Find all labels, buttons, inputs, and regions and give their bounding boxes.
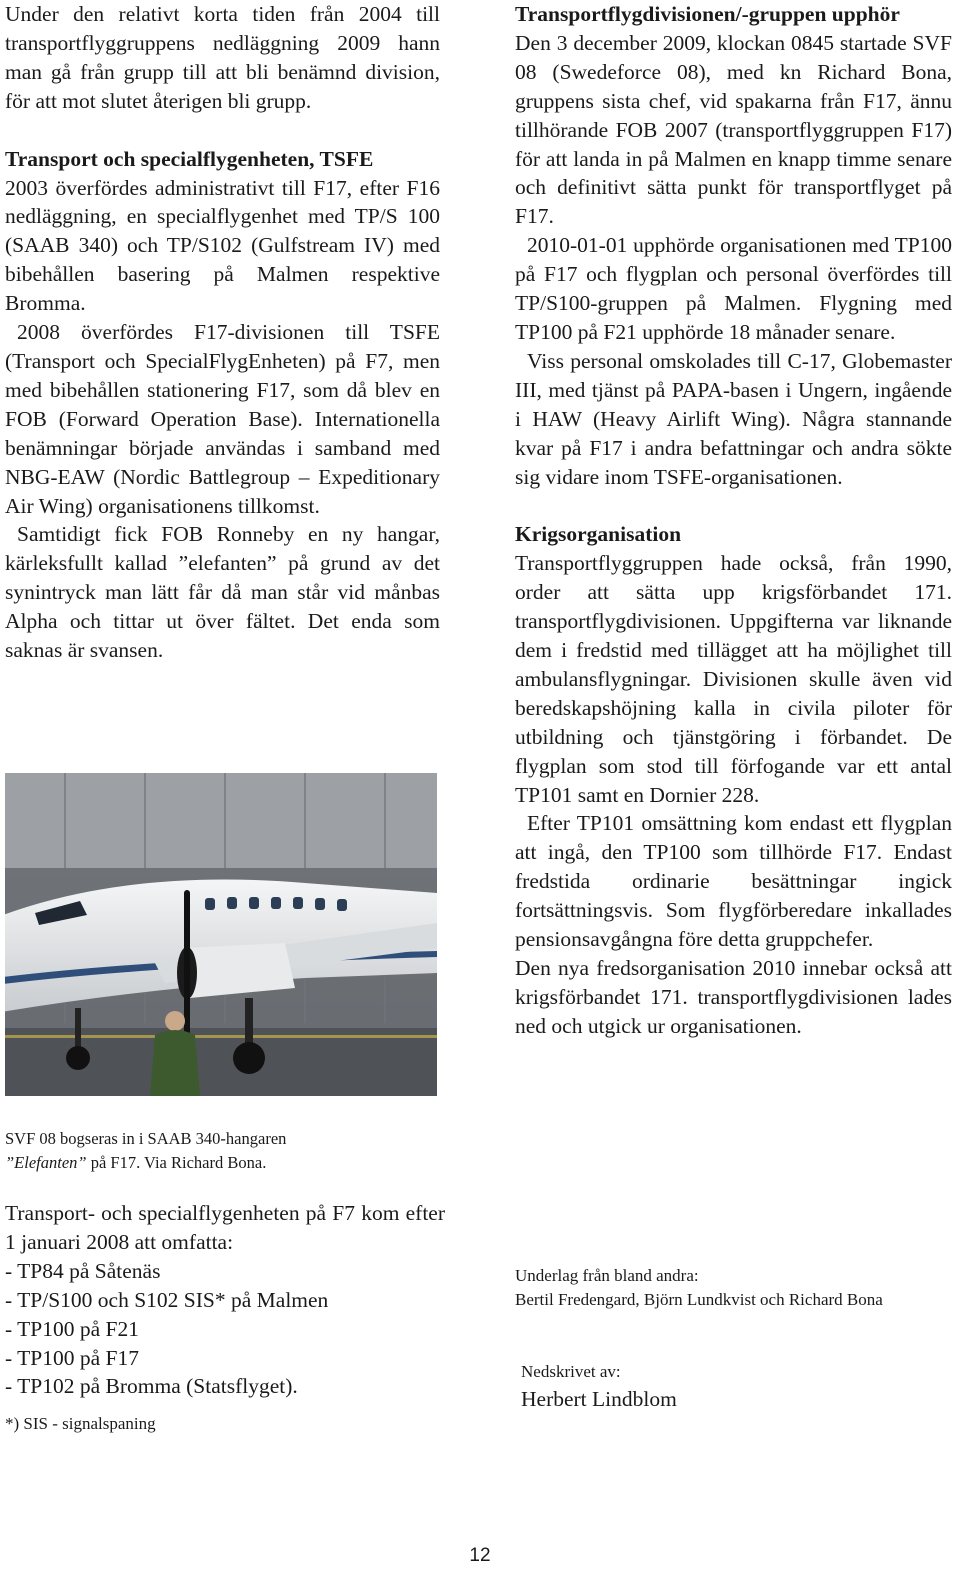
photo-caption — [5, 1127, 440, 1175]
tp101-paragraph: Efter TP101 omsättning kom endast ett flygplan att ingå, den TP100 som tillhörde F17. Endast fredstida ordinarie besättningar ingick fortsättningsvis. Som flygförberedare inkallades pensionsavgångna före detta gruppchefer. — [515, 811, 952, 952]
aircraft-photo — [5, 773, 437, 1096]
list-item: - TP102 på Bromma (Statsflyget). — [5, 1374, 298, 1399]
page-number: 12 — [469, 1545, 491, 1566]
tsfe-paragraph — [5, 145, 440, 318]
tsfe-units-list — [5, 1199, 445, 1401]
caption-line-2: på F17. Via Richard Bona. — [86, 1153, 267, 1172]
left-column — [5, 0, 440, 665]
list-item: - TP84 på Såtenäs — [5, 1258, 161, 1283]
list-intro: Transport- och specialflygenheten på F7 kom efter 1 januari 2008 att omfatta: — [5, 1201, 445, 1254]
saab-340-hangar-image — [5, 773, 437, 1096]
byline — [521, 1360, 951, 1414]
author-name: Herbert Lindblom — [521, 1387, 677, 1411]
footnote: *) SIS - signalspaning — [5, 1414, 156, 1433]
byline-label: Nedskrivet av: — [521, 1362, 621, 1381]
personnel-paragraph: Viss personal omskolades till C-17, Globemaster III, med tjänst på PAPA-basen i Ungern, ingående i HAW (Heavy Airlift Wing). Några stannande kvar på F17 i andra befattningar och andra sökte sig vidare inom TSFE-organisationen. — [515, 348, 952, 489]
transfer-2008-paragraph: 2008 överfördes F17-divisionen till TSFE (Transport och SpecialFlygEnheten) på F7, men med bibehållen stationering F17, som då blev en FOB (Forward Operation Base). Internationella benämningar började användas i samband med NBG-EAW (Nordic Battlegroup – Expeditionary Air Wing) organisationens tillkomst. — [5, 320, 440, 518]
tsfe-text: 2003 överfördes administrativt till F17, efter F16 nedläggning, en specialflygenhet med TP/S 100 (SAAB 340) och TP/S102 (Gulfstream IV) med bibehållen basering på Malmen respektive Bromma. — [5, 175, 440, 316]
list-item: - TP100 på F21 — [5, 1316, 139, 1341]
war-org-paragraph: Transportflyggruppen hade också, från 1990, order att sätta upp krigsförbandet 171. transportflygdivisionen. Uppgifterna var liknande dem i fredstid med tillägget att ha möjlighet till ambulansflygningar. Divisionen skulle även vid beredskapshöjning kalla in civila piloter för utbildning och tjänstgöring i förbandet. De flygplan som stod till förfogande var ett antal TP101 samt en Dornier 228. — [515, 551, 952, 807]
tsfe-heading: Transport och specialflygenheten, TSFE — [5, 146, 374, 171]
intro-paragraph: Under den relativt korta tiden från 2004 till transportflyggruppens nedläggning 2009 hann man gå från grupp till att bli benämnd division, för att mot slutet återigen bli grupp. — [5, 2, 440, 113]
sources-names: Bertil Fredengard, Björn Lundkvist och Richard Bona — [515, 1290, 883, 1309]
caption-hangar-name: ”Elefanten” — [5, 1153, 87, 1172]
caption-line-1: SVF 08 bogseras in i SAAB 340-hangaren — [5, 1129, 287, 1148]
list-item: - TP/S100 och S102 SIS* på Malmen — [5, 1287, 329, 1312]
sources-label: Underlag från bland andra: — [515, 1266, 699, 1285]
svf08-paragraph: Den 3 december 2009, klockan 0845 startade SVF 08 (Swedeforce 08), med kn Richard Bona, gruppens sista chef, vid spakarna från F17, ännu tillhörande FOB 2007 (transportflyggruppen F17) för att landa in på Malmen en knapp timme senare och definitivt sätta punkt för transportflyget på F17. — [515, 30, 952, 229]
right-column — [515, 0, 952, 1041]
closure-paragraph: Den nya fredsorganisation 2010 innebar också att krigsförbandet 171. transportflygdivisionen lades ned och utgick ur organisationen. — [515, 956, 952, 1038]
section-heading-war: Krigsorganisation — [515, 522, 682, 547]
list-item: - TP100 på F17 — [5, 1345, 139, 1370]
sources — [515, 1264, 952, 1312]
hangar-paragraph: Samtidigt fick FOB Ronneby en ny hangar, kärleksfullt kallad ”elefanten” på grund av det synintryck man lätt får då man står vid månbas Alpha och tittar ut över fältet. Det enda som saknas är svansen. — [5, 522, 440, 663]
section-heading-end: Transportflygdivisionen/-gruppen upphör — [515, 2, 900, 26]
reorg-2010-paragraph: 2010-01-01 upphörde organisationen med TP100 på F17 och flygplan och personal överfördes till TP/S100-gruppen på Malmen. Flygning med TP100 på F21 upphörde 18 månader senare. — [515, 233, 952, 344]
